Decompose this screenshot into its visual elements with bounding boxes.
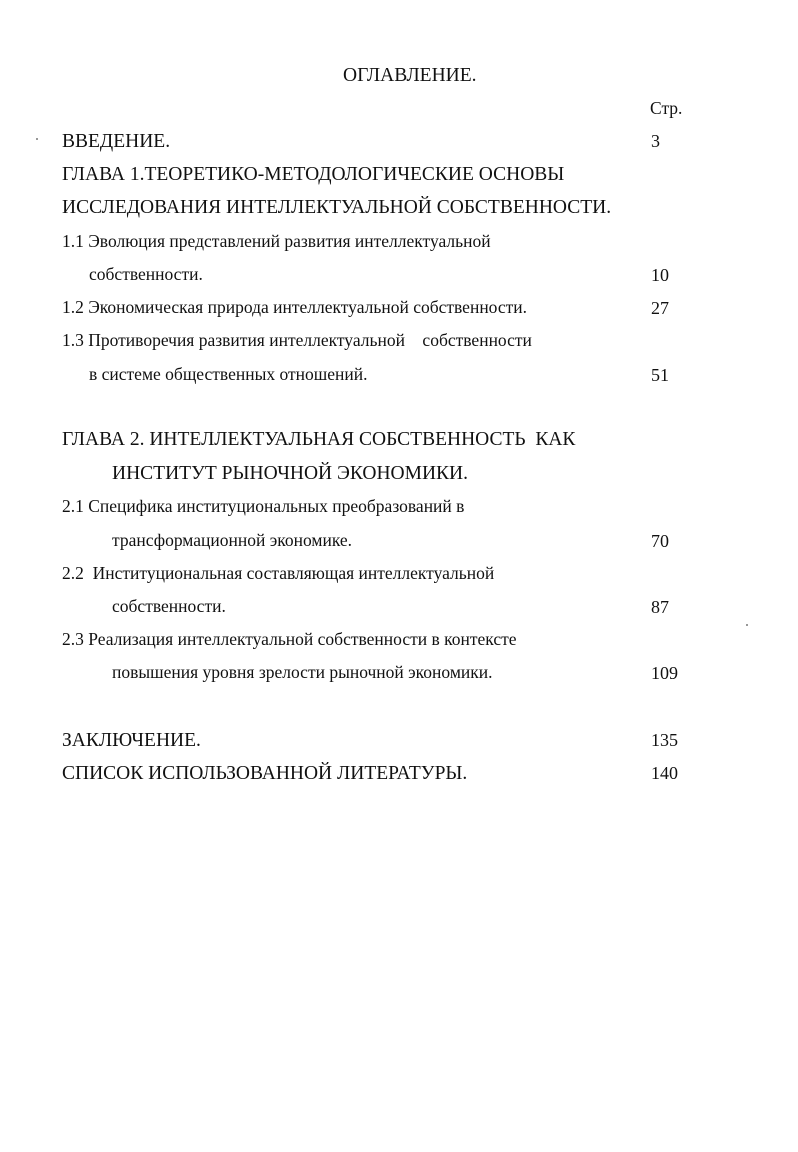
- toc-page-intro: 3: [651, 131, 660, 151]
- toc-section-1-3-line2: в системе общественных отношений.: [89, 364, 368, 384]
- toc-section-2-3-line2: повышения уровня зрелости рыночной экономики.: [112, 662, 493, 682]
- toc-entry-conclusion: ЗАКЛЮЧЕНИЕ.: [62, 730, 201, 751]
- toc-page-2-1: 70: [651, 531, 669, 551]
- toc-chapter1-line1: ГЛАВА 1.ТЕОРЕТИКО-МЕТОДОЛОГИЧЕСКИЕ ОСНОВЫ: [62, 164, 565, 185]
- toc-section-2-2-line2: собственности.: [112, 596, 226, 616]
- toc-section-1-2: 1.2 Экономическая природа интеллектуальной собственности.: [62, 297, 528, 317]
- toc-page-references: 140: [651, 763, 678, 783]
- toc-section-2-1-line2: трансформационной экономике.: [112, 530, 353, 550]
- toc-page-2-2: 87: [651, 597, 669, 617]
- toc-section-2-1-line1: 2.1 Специфика институциональных преобразований в: [62, 496, 465, 516]
- toc-entry-intro: ВВЕДЕНИЕ.: [62, 131, 171, 152]
- toc-title: ОГЛАВЛЕНИЕ.: [343, 65, 477, 86]
- toc-section-2-3-line1: 2.3 Реализация интеллектуальной собственности в контексте: [62, 629, 517, 649]
- toc-chapter2-line1: ГЛАВА 2. ИНТЕЛЛЕКТУАЛЬНАЯ СОБСТВЕННОСТЬ КАК: [62, 429, 576, 450]
- toc-page-1-1: 10: [651, 265, 669, 285]
- toc-section-2-2-line1: 2.2 Институциональная составляющая интеллектуальной: [62, 563, 495, 583]
- toc-section-1-1-line1: 1.1 Эволюция представлений развития интеллектуальной: [62, 231, 491, 251]
- toc-chapter2-line2: ИНСТИТУТ РЫНОЧНОЙ ЭКОНОМИКИ.: [112, 463, 469, 484]
- toc-chapter1-line2: ИССЛЕДОВАНИЯ ИНТЕЛЛЕКТУАЛЬНОЙ СОБСТВЕННОСТИ.: [62, 197, 612, 218]
- page-column-label: Стр.: [650, 98, 683, 118]
- toc-entry-references: СПИСОК ИСПОЛЬЗОВАННОЙ ЛИТЕРАТУРЫ.: [62, 763, 468, 784]
- toc-page-conclusion: 135: [651, 730, 678, 750]
- toc-section-1-1-line2: собственности.: [89, 264, 203, 284]
- toc-page-2-3: 109: [651, 663, 678, 683]
- scan-speck: [746, 624, 748, 626]
- toc-section-1-3-line1: 1.3 Противоречия развития интеллектуальной собственности: [62, 330, 532, 350]
- scan-speck: [36, 138, 38, 140]
- toc-page-1-3: 51: [651, 365, 669, 385]
- toc-page-1-2: 27: [651, 298, 669, 318]
